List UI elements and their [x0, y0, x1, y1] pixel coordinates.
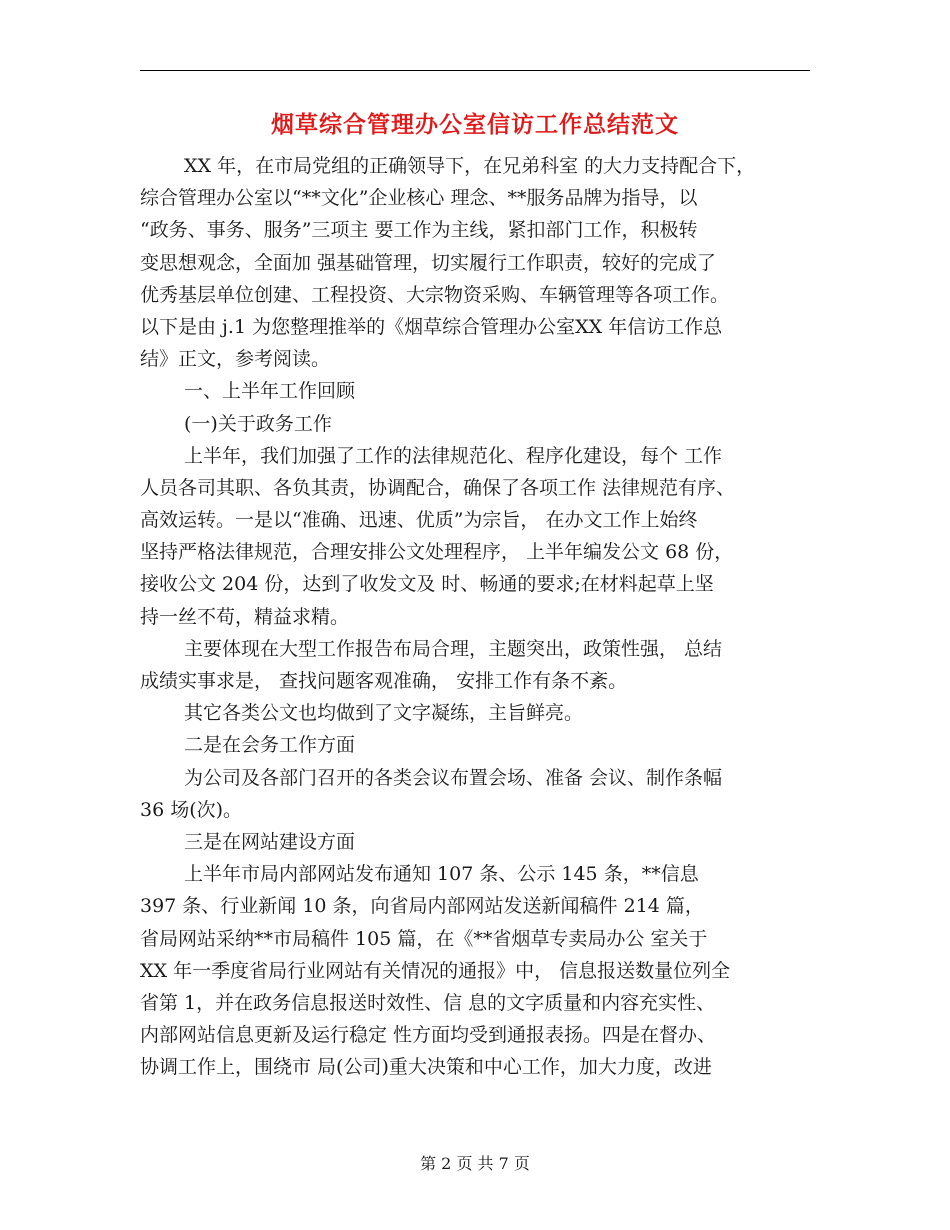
- text-line: 一、上半年工作回顾: [184, 380, 356, 403]
- text-line: 综合管理办公室以“**文化”企业核心 理念、**服务品牌为指导，以: [140, 187, 698, 210]
- text-line: 主要体现在大型工作报告布局合理，主题突出，政策性强， 总结: [184, 637, 723, 660]
- text-line: 坚持严格法律规范，合理安排公文处理程序， 上半年编发公文 68 份，: [140, 541, 734, 564]
- text-line: 其它各类公文也均做到了文字凝练，主旨鲜亮。: [184, 702, 584, 725]
- text-line: XX 年，在市局党组的正确领导下，在兄弟科室 的大力支持配合下，: [184, 155, 756, 177]
- text-line: XX 年一季度省局行业网站有关情况的通报》中， 信息报送数量位列全: [140, 959, 731, 982]
- document-body: [140, 150, 810, 1083]
- document-title: 烟草综合管理办公室信访工作总结范文: [271, 111, 679, 138]
- text-line: 人员各司其职、各负其责，协调配合，确保了各项工作 法律规范有序、: [140, 476, 736, 499]
- header-rule: [140, 70, 810, 71]
- text-line: 优秀基层单位创建、工程投资、大宗物资采购、车辆管理等各项工作。: [140, 283, 730, 306]
- text-line: 上半年市局内部网站发布通知 107 条、公示 145 条，**信息: [184, 863, 699, 886]
- text-line: 397 条、行业新闻 10 条，向省局内部网站发送新闻稿件 214 篇，: [140, 895, 704, 918]
- text-line: 为公司及各部门召开的各类会议布置会场、准备 会议、制作条幅: [184, 766, 723, 789]
- text-line: 省第 1，并在政务信息报送时效性、信 息的文字质量和内容充实性、: [140, 991, 716, 1014]
- text-line: 持一丝不苟，精益求精。: [140, 605, 350, 628]
- text-line: “政务、事务、服务”三项主 要工作为主线，紧扣部门工作，积极转: [140, 219, 698, 242]
- text-line: 内部网站信息更新及运行稳定 性方面均受到通报表扬。四是在督办、: [140, 1024, 717, 1047]
- text-line: 省局网站采纳**市局稿件 105 篇，在《**省烟草专卖局办公 室关于: [140, 927, 708, 950]
- text-line: 成绩实事求是， 查找问题客观准确， 安排工作有条不紊。: [140, 670, 628, 692]
- page-footer: 第 2 页 共 7 页: [420, 1154, 530, 1173]
- text-line: 接收公文 204 份，达到了收发文及 时、畅通的要求;在材料起草上坚: [140, 573, 714, 596]
- text-line: 36 场(次)。: [140, 798, 243, 821]
- text-line: 以下是由 j.1 为您整理推举的《烟草综合管理办公室XX 年信访工作总: [140, 315, 723, 338]
- text-line: 二是在会务工作方面: [184, 734, 356, 757]
- text-line: (一)关于政务工作: [184, 412, 332, 435]
- text-line: 上半年，我们加强了工作的法律规范化、程序化建设，每个 工作: [184, 444, 723, 467]
- text-line: 结》正文，参考阅读。: [140, 348, 331, 371]
- text-line: 协调工作上，围绕市 局(公司)重大决策和中心工作，加大力度，改进: [140, 1056, 712, 1079]
- text-line: 三是在网站建设方面: [184, 830, 356, 853]
- text-line: 高效运转。一是以“准确、迅速、优质”为宗旨， 在办文工作上始终: [140, 509, 698, 532]
- text-line: 变思想观念，全面加 强基础管理，切实履行工作职责，较好的完成了: [140, 251, 717, 274]
